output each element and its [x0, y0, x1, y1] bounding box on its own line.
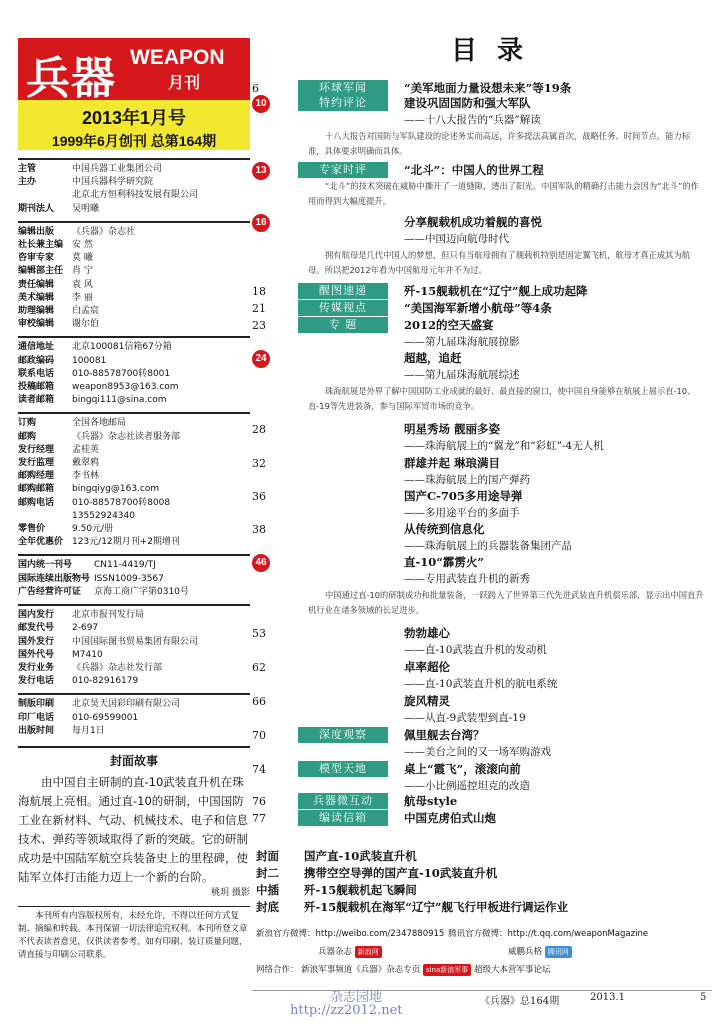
info-key: 国际连续出版物号 — [18, 573, 91, 584]
info-value: 北京100081信箱67分箱 — [72, 342, 172, 353]
info-row — [18, 252, 250, 265]
info-value: 010-69599001 — [72, 712, 139, 723]
info-key: 邮购经理 — [18, 471, 55, 482]
info-value: 010-88578700转8008 — [72, 497, 171, 508]
cover-story — [18, 746, 250, 962]
info-row — [18, 609, 250, 622]
info-key: 国内统一刊号 — [18, 560, 73, 571]
page-number: 18 — [252, 285, 266, 298]
info-row — [18, 559, 250, 572]
article-title: 2012的空天盛宴 — [404, 318, 494, 332]
issue-number: 2013年1月号 — [81, 108, 187, 128]
info-key: 广告经营许可证 — [18, 586, 82, 597]
info-row — [18, 355, 250, 368]
tencent-logo: 腾讯网 — [545, 946, 572, 958]
page-number: 70 — [252, 729, 266, 742]
article-subtitle: ——珠海航展上的国产弹药 — [404, 474, 530, 486]
partner-label: 网络合作： — [256, 965, 299, 975]
article-title: “美军地面力量设想未来”等19条 — [404, 81, 572, 95]
info-section — [18, 336, 250, 407]
partner-forum[interactable]: 超级大本营军事论坛 — [473, 965, 551, 975]
info-row — [18, 444, 250, 457]
info-row — [18, 239, 250, 252]
article-subtitle: ——美台之间的又一场军购游戏 — [404, 746, 551, 758]
info-row — [18, 305, 250, 318]
cover-list-value: 携带空空导弹的国产直-10武装直升机 — [304, 866, 498, 880]
info-row — [18, 203, 250, 216]
info-value: 100081 — [72, 355, 107, 366]
partner-sina[interactable]: 新浪军事频道《兵器》杂志专页 — [301, 965, 421, 975]
info-key: 发行电话 — [18, 676, 55, 687]
info-value: 戴翠鸦 — [72, 458, 100, 469]
page-number: 66 — [252, 695, 266, 708]
weibo-label: 新浪官方微博： — [256, 929, 316, 939]
article-description: 珠海航展是外界了解中国国防工业成就的最好、最直接的窗口，使中国自身能够在航展上展示直-10、直-19等先进装备，参与国际军贸市场的竞争。 — [308, 386, 696, 411]
info-section — [18, 604, 250, 688]
copyright-notice: 本刊所有内容版权所有，未经允许，不得以任何方式复制、摘编和转载。本刊保留一切法律追究权利。本刊所登文章不代表读者意见，仅供读者参考。如有印刷、装订质量问题，请直接与印刷公司联系。 — [18, 906, 250, 962]
info-key: 社长兼主编 — [18, 240, 64, 251]
info-section — [18, 158, 250, 216]
info-value: 2-697 — [72, 623, 99, 634]
section-tag: 专 题 — [298, 317, 388, 333]
info-row — [18, 662, 250, 675]
info-key: 印厂电话 — [18, 712, 55, 723]
article-subtitle: ——第九届珠海航展综述 — [404, 369, 520, 381]
article-subtitle: ——直-10武装直升机的发动机 — [404, 644, 547, 656]
info-value: 《兵器》杂志社 — [72, 226, 136, 237]
info-row — [18, 573, 250, 586]
info-key: 零售价 — [18, 524, 46, 535]
info-value: bingqiyg@163.com — [72, 484, 160, 495]
section-tag: 深度观察 — [298, 727, 388, 743]
article-subtitle: ——珠海航展上的兵器装备集团产品 — [404, 540, 572, 552]
info-key: 读者邮箱 — [18, 395, 55, 406]
section-tag: 醒图速递 — [298, 283, 388, 299]
page-number: 21 — [252, 302, 266, 315]
watermark-url: http://zz2012.net — [290, 1003, 403, 1018]
info-key: 制版印刷 — [18, 699, 55, 710]
article-description: “北斗”的技术突破在威胁中撕开了一道缝隙，透出了阳光。中国军队的精确打击能力会因为“北斗”的作用而得到大幅度提升。 — [308, 181, 699, 206]
info-value: 谢尔伯 — [72, 319, 100, 330]
info-key: 国外发行 — [18, 636, 55, 647]
info-row — [18, 292, 250, 305]
info-key: 邮购邮箱 — [18, 484, 55, 495]
article-description: 拥有航母是几代中国人的梦想，但只有当航母拥有了舰载机特别是固定翼飞机，航母才真正成其为航母。所以把2012年看为中国航母元年并不为过。 — [308, 250, 691, 275]
info-row — [18, 636, 250, 649]
photo-credit: 桃玥 摄影 — [211, 887, 250, 898]
publication-footer: 《兵器》总164期 — [480, 996, 560, 1007]
article-description: 中国通过直-10的研制成功和批量装备，一跃跨入了世界第三代先进武装直升机俱乐部，显示出中国直升机行业在诸多领域的长足进步。 — [308, 590, 704, 615]
info-value: 9.50元/册 — [72, 524, 114, 535]
info-row — [18, 394, 250, 407]
article-title: 超越，追赶 — [404, 351, 462, 365]
article-title: 勃勃雄心 — [404, 626, 450, 640]
info-key: 邮政编码 — [18, 355, 55, 366]
info-row — [18, 279, 250, 292]
page-number: 36 — [252, 490, 266, 503]
article-title: 歼-15舰载机在“辽宁”舰上成功起降 — [404, 284, 588, 298]
page-number: 74 — [252, 763, 266, 776]
info-key: 投稿邮箱 — [18, 382, 55, 393]
article-title: 桌上“霞飞”，滚滚向前 — [404, 762, 521, 776]
info-value: 北京昊天国彩印刷有限公司 — [72, 699, 181, 710]
cover-list-value: 国产直-10武装直升机 — [304, 849, 417, 863]
info-value: 《兵器》杂志社发行部 — [72, 662, 163, 673]
info-row — [18, 712, 250, 725]
magazine-english-title: WEAPON — [130, 46, 225, 69]
page-number: 28 — [252, 423, 266, 436]
info-row — [18, 470, 250, 483]
info-key: 发行经理 — [18, 444, 55, 455]
info-key: 通信地址 — [18, 342, 55, 353]
page-number: 23 — [252, 319, 266, 332]
info-row — [18, 536, 250, 549]
article-subtitle: ——十八大报告的“兵器”解读 — [404, 114, 541, 126]
masthead-column — [18, 38, 250, 1018]
article-title: 卓率超伦 — [404, 660, 450, 674]
info-row — [18, 523, 250, 536]
info-value: 莫 曦 — [72, 253, 93, 264]
section-tag: 环球军闻 — [298, 80, 388, 96]
info-value: bingqi111@sina.com — [72, 395, 167, 406]
sina-military-logo: sina新浪军事 — [423, 964, 471, 976]
info-key: 订购 — [18, 418, 37, 429]
info-value: M7410 — [72, 649, 103, 660]
article-title: 分享舰载机成功着舰的喜悦 — [404, 215, 542, 229]
info-value: 010-82916179 — [72, 676, 139, 687]
info-key — [18, 510, 72, 523]
page-number: 77 — [252, 812, 266, 825]
info-value: 白孟宸 — [72, 306, 100, 317]
weibo-link[interactable]: http://weibo.com/2347880915 — [315, 929, 445, 939]
info-row — [18, 226, 250, 239]
info-value: 123元/12期月刊+2期增刊 — [72, 537, 180, 548]
info-value: weapon8953@163.com — [72, 382, 179, 393]
info-key: 联系电话 — [18, 368, 55, 379]
info-value: 《兵器》杂志社读者服务部 — [72, 431, 181, 442]
info-row — [18, 189, 250, 202]
info-row — [18, 483, 250, 496]
info-row — [18, 622, 250, 635]
info-key: 邮购电话 — [18, 497, 55, 508]
publication-date: 2013.1 — [590, 992, 625, 1003]
info-key: 主办 — [18, 177, 37, 188]
article-subtitle: ——珠海航展上的“翼龙”和“彩虹”-4无人机 — [404, 440, 604, 452]
article-subtitle: ——从直-9武装型到直-19 — [404, 712, 526, 724]
info-row — [18, 649, 250, 662]
info-key: 邮购 — [18, 431, 37, 442]
info-value: CN11-4419/TJ — [94, 560, 156, 571]
info-value: ISSN1009-3567 — [94, 573, 164, 584]
info-key: 国外代号 — [18, 649, 55, 660]
info-value: 李 丽 — [72, 292, 93, 303]
info-value: 京海工商广字第0310号 — [94, 586, 189, 597]
info-row — [18, 698, 250, 711]
info-value: 袁 风 — [72, 279, 93, 290]
article-subtitle: ——第九届珠海航展掠影 — [404, 336, 520, 348]
info-value: 中国兵器工业集团公司 — [72, 164, 163, 174]
footer-rule — [252, 990, 712, 991]
article-title: 直-10“霹雳火” — [404, 555, 485, 569]
info-row — [18, 510, 250, 523]
page-number: 24 — [252, 350, 270, 368]
info-key: 期刊法人 — [18, 203, 55, 214]
section-tag: 模型天地 — [298, 761, 388, 777]
info-row — [18, 497, 250, 510]
cover-story-text: 由中国自主研制的直-10武装直升机在珠海航展上亮相。通过直-10的研制，中国国防工业在新材料、气动、机械技术、电子和信息技术、弹药等领域取得了新的突破。它的研制成功是中国陆军航空兵装备史上的里程碑，使陆军立体打击能力迈上一个新的台阶。 — [18, 774, 248, 884]
info-key: 咨审专家 — [18, 253, 55, 264]
section-tag: 专家时评 — [298, 162, 388, 178]
info-row — [18, 265, 250, 278]
info-key — [18, 189, 72, 202]
article-title: 从传统到信息化 — [404, 522, 485, 536]
article-subtitle: ——多用途平台的多面手 — [404, 507, 520, 519]
article-title: “美国海军新增小航母”等4条 — [404, 301, 552, 315]
info-value: 北京市报刊发行局 — [72, 610, 145, 621]
info-key: 国内发行 — [18, 610, 55, 621]
info-value: 010-88578700转8001 — [72, 368, 171, 379]
info-row — [18, 431, 250, 444]
info-key: 发行监理 — [18, 458, 55, 469]
article-description: 十八大报告对国防与军队建设的论述务实而高远，许多提法高属首次，战略任务、时间节点、能力标准，具体要求明确而具体。 — [308, 131, 691, 156]
info-value: 李书林 — [72, 471, 100, 482]
info-section — [18, 554, 250, 599]
page-number: 10 — [252, 95, 270, 113]
page-number: 46 — [252, 554, 270, 572]
page-number: 13 — [252, 162, 270, 180]
info-value: 每月1日 — [72, 725, 105, 736]
article-subtitle: ——小比例遥控坦克的改造 — [404, 780, 530, 792]
info-row — [18, 163, 250, 176]
forum-bingqi[interactable]: 兵器杂志 — [318, 947, 353, 957]
info-key: 责任编辑 — [18, 279, 55, 290]
page-number: 38 — [252, 523, 266, 536]
section-tag: 兵器微互动 — [298, 793, 388, 809]
info-row — [18, 725, 250, 738]
article-title: 国产C-705多用途导弹 — [404, 489, 523, 503]
info-value: 孟桂英 — [72, 444, 100, 455]
page-number: 16 — [252, 214, 270, 232]
monthly-label: 月刊 — [168, 73, 201, 92]
page-number: 32 — [252, 457, 266, 470]
founded-info: 1999年6月创刊 总第164期 — [51, 133, 217, 149]
info-row — [18, 176, 250, 189]
cover-list-key: 封面 — [256, 849, 279, 863]
article-title: 中国克虏伯式山炮 — [404, 811, 496, 825]
article-title: 旋风精灵 — [404, 694, 450, 708]
issue-box — [18, 100, 250, 150]
publication-info — [18, 158, 250, 738]
info-row — [18, 318, 250, 331]
magazine-logo: 兵器 — [26, 53, 116, 104]
info-value: 肖 宁 — [72, 266, 93, 277]
sina-logo: 新浪网 — [355, 946, 382, 958]
info-key: 发行业务 — [18, 662, 55, 673]
info-key: 编辑部主任 — [18, 266, 64, 277]
section-tag: 传媒视点 — [298, 300, 388, 316]
section-tag: 特约评论 — [298, 95, 388, 111]
info-value: 安 然 — [72, 240, 93, 251]
info-key: 全年优惠价 — [18, 537, 64, 548]
page-number: 6 — [252, 82, 259, 95]
info-row — [18, 417, 250, 430]
watermark-title: 杂志园地 — [330, 990, 383, 1005]
cover-list-key: 封二 — [256, 866, 279, 880]
info-key: 邮发代号 — [18, 623, 55, 634]
info-value: 中国兵器科学研究院 — [72, 177, 154, 188]
info-key: 助理编辑 — [18, 306, 55, 317]
info-row — [18, 368, 250, 381]
info-row — [18, 586, 250, 599]
info-row — [18, 381, 250, 394]
section-tag: 编读信箱 — [298, 810, 388, 826]
info-section — [18, 693, 250, 738]
article-subtitle: ——中国迈向航母时代 — [404, 233, 509, 245]
info-section — [18, 221, 250, 332]
forum-weipeng[interactable]: 威鹏兵格 — [508, 947, 543, 957]
cover-story-title: 封面故事 — [109, 753, 158, 768]
cover-list-value: 歼-15舰载机在海军“辽宁”舰飞行甲板进行调运作业 — [304, 900, 569, 914]
article-title: 群雄并起 琳琅满目 — [404, 456, 501, 470]
page-number: 5 — [700, 992, 707, 1003]
info-value: 全国各地邮局 — [72, 418, 127, 429]
info-value: 吴明曦 — [72, 203, 100, 214]
toc-title: 目录 — [450, 36, 543, 66]
article-title: 建设巩固国防和强大军队 — [404, 96, 531, 110]
tencent-link[interactable]: http://t.qq.com/weaponMagazine — [507, 929, 649, 939]
article-subtitle: ——直-10武装直升机的航电系统 — [404, 678, 558, 690]
info-key: 审校编辑 — [18, 319, 55, 330]
info-row — [18, 675, 250, 688]
article-title: 明星秀场 靓丽多姿 — [404, 422, 501, 436]
cover-list-value: 歼-15舰载机起飞瞬间 — [304, 883, 417, 897]
page-number: 62 — [252, 661, 266, 674]
page-number: 76 — [252, 795, 266, 808]
tencent-label: 腾讯官方微博： — [448, 929, 508, 939]
article-subtitle: ——专用武装直升机的新秀 — [404, 573, 530, 585]
info-key: 编辑出版 — [18, 226, 55, 237]
info-value: 中国国际图书贸易集团有限公司 — [72, 636, 199, 647]
article-title: “北斗”：中国人的世界工程 — [404, 163, 544, 177]
article-title: 航母style — [404, 794, 458, 808]
info-value: 北京北方恒利科技发展有限公司 — [72, 190, 199, 201]
info-key: 美术编辑 — [18, 292, 55, 303]
masthead — [18, 38, 250, 104]
page-number: 53 — [252, 627, 266, 640]
cover-list-key: 封底 — [256, 900, 279, 914]
info-key: 出版时间 — [18, 725, 55, 736]
info-row — [18, 341, 250, 354]
article-title: 佩里舰去台湾？ — [404, 728, 485, 742]
info-section — [18, 412, 250, 549]
info-row — [18, 457, 250, 470]
cover-list-key: 中插 — [256, 883, 279, 897]
info-key: 主管 — [18, 164, 37, 174]
table-of-contents — [252, 30, 712, 825]
info-value: 13552924340 — [72, 510, 135, 521]
